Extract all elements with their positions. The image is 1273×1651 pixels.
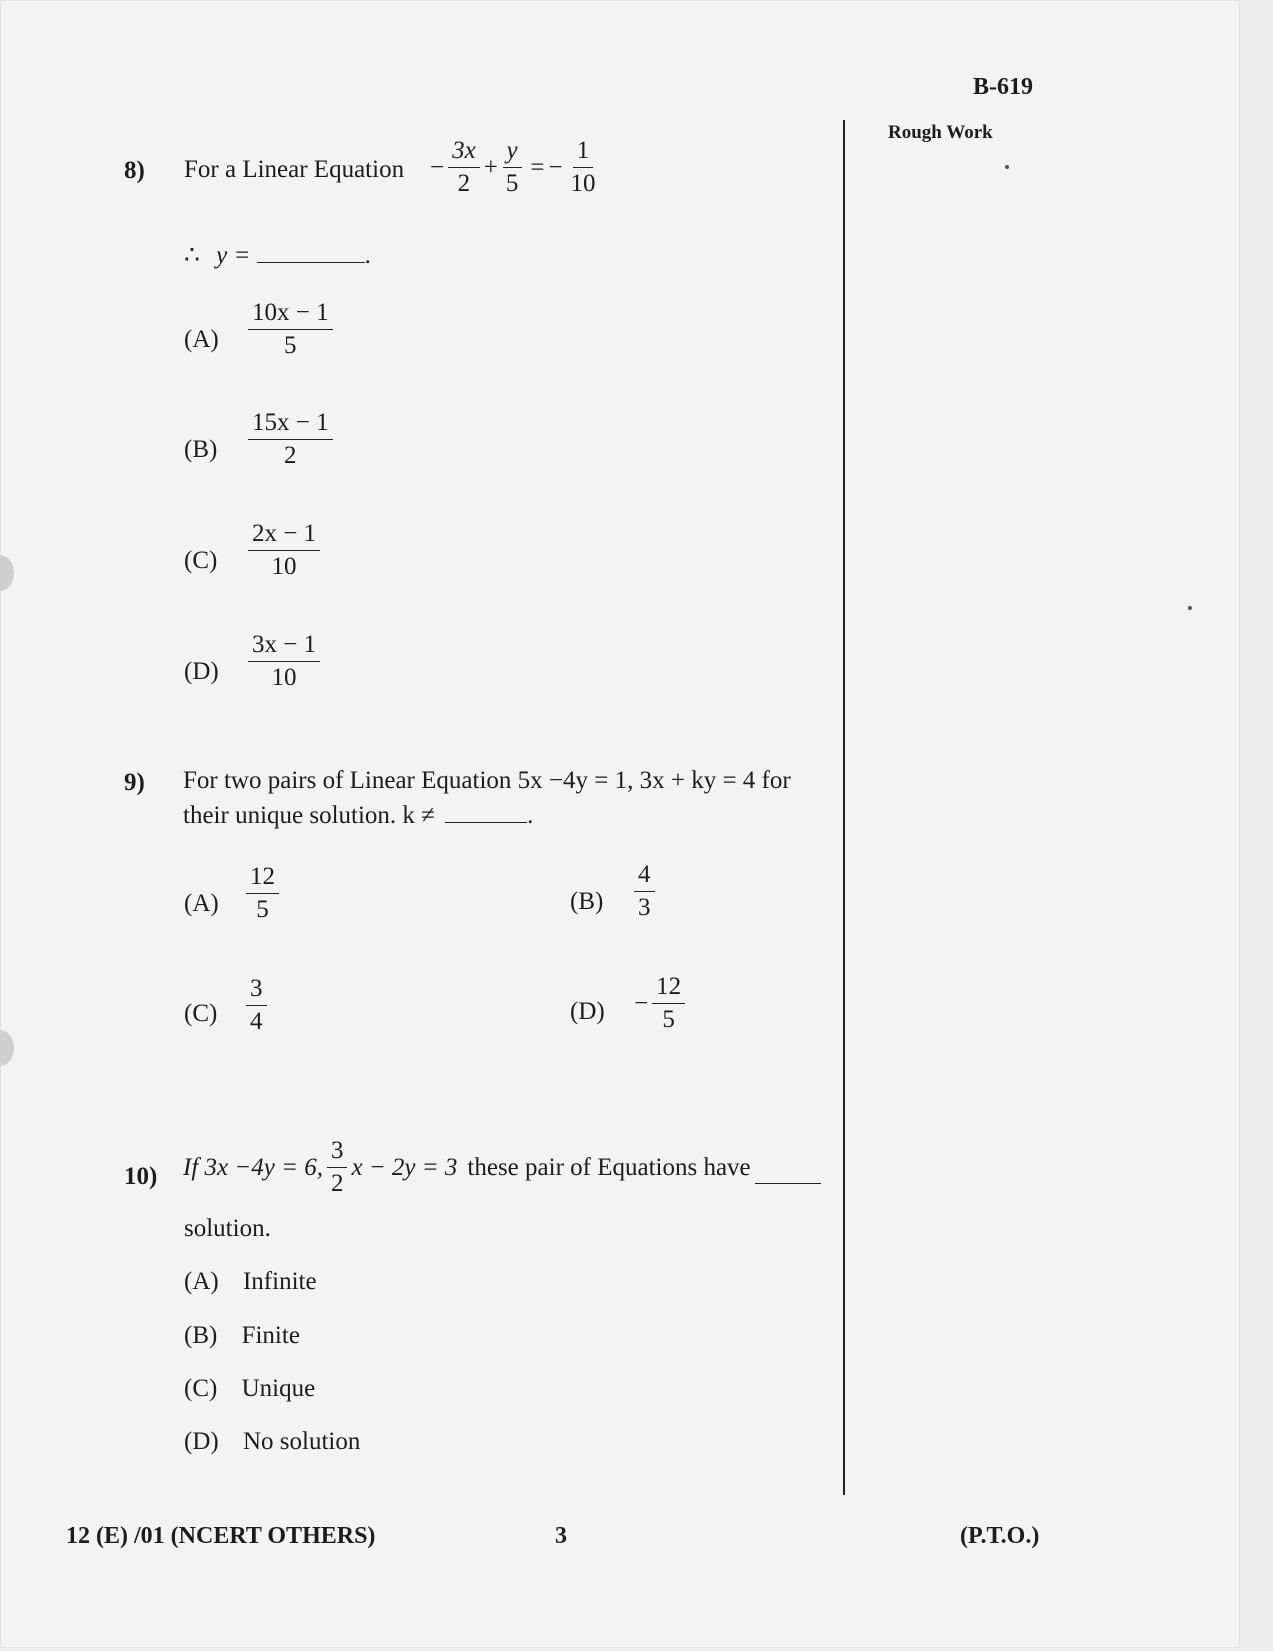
question-prompt: For a Linear Equation — [184, 156, 405, 183]
denominator: 10 — [570, 170, 596, 198]
denominator: 5 — [284, 332, 297, 360]
option-row — [184, 1268, 317, 1296]
option-label: (C) — [184, 547, 218, 574]
option-label: (D) — [184, 1428, 219, 1455]
denominator: 10 — [271, 664, 297, 692]
option-text: No solution — [242, 1428, 361, 1455]
ink-speck — [1005, 165, 1009, 169]
footer-course-code: 12 (E) /01 (NCERT OTHERS) — [66, 1523, 376, 1549]
question-number: 8) — [124, 157, 145, 184]
denominator: 3 — [638, 894, 651, 922]
option-label: (A) — [184, 1268, 219, 1295]
numerator: 10x − 1 — [248, 300, 333, 330]
question-text: their unique solution. k ≠ — [183, 802, 435, 829]
denominator: 2 — [457, 170, 471, 198]
sign: − — [634, 989, 649, 1017]
period: . — [364, 242, 371, 269]
option-label: (B) — [184, 436, 218, 463]
option-row — [184, 1322, 300, 1350]
option-text: Infinite — [242, 1268, 317, 1295]
numerator: 3 — [246, 976, 267, 1006]
option-fraction — [244, 521, 324, 581]
option-text: Unique — [241, 1375, 316, 1402]
question-text-line2: solution. — [184, 1215, 271, 1242]
question-text: these pair of Equations have — [467, 1153, 751, 1181]
option-label: (A) — [184, 326, 219, 353]
option-fraction — [244, 300, 337, 360]
option-label: (C) — [184, 1000, 218, 1027]
minus-sign: − — [548, 153, 563, 181]
ink-speck — [1188, 606, 1192, 610]
period: . — [527, 802, 534, 829]
option-row — [184, 1428, 360, 1456]
denominator: 2 — [284, 442, 297, 470]
equation-1: If 3x −4y = 6, — [183, 1153, 323, 1181]
denominator: 10 — [271, 553, 297, 581]
denominator: 5 — [505, 170, 519, 198]
y-label: y = — [216, 242, 251, 269]
equation-2: x − 2y = 3 — [351, 1153, 458, 1181]
answer-blank — [257, 240, 365, 263]
page-number: 3 — [555, 1523, 567, 1549]
numerator: 2x − 1 — [248, 521, 320, 551]
numerator: 3x − 1 — [248, 632, 320, 662]
denominator: 5 — [256, 896, 269, 924]
punch-hole — [0, 555, 14, 591]
option-fraction — [634, 974, 689, 1034]
denominator: 5 — [662, 1006, 675, 1034]
option-label: (A) — [184, 890, 219, 917]
option-fraction — [242, 976, 271, 1036]
fraction — [448, 138, 480, 198]
denominator: 2 — [330, 1170, 344, 1198]
question-number: 10) — [124, 1163, 158, 1190]
answer-line — [184, 240, 371, 270]
numerator: 3 — [327, 1138, 348, 1168]
option-text: Finite — [241, 1322, 300, 1349]
equals-sign: = — [530, 153, 545, 181]
plus-sign: + — [483, 153, 498, 181]
denominator: 4 — [250, 1008, 263, 1036]
option-fraction — [630, 862, 659, 922]
fraction — [502, 138, 523, 198]
question-text-line2 — [183, 800, 533, 830]
fraction — [567, 138, 600, 198]
option-label: (D) — [184, 658, 219, 685]
minus-sign: − — [430, 153, 445, 181]
option-label: (C) — [184, 1375, 218, 1402]
numerator: 3x — [448, 138, 480, 168]
question-equations — [183, 1138, 821, 1198]
answer-blank — [445, 800, 527, 823]
rough-work-divider — [843, 120, 845, 1495]
linear-equation — [430, 138, 604, 198]
option-fraction — [244, 632, 324, 692]
option-label: (B) — [184, 1322, 218, 1349]
answer-blank — [755, 1161, 821, 1184]
therefore-symbol: ∴ — [184, 242, 200, 269]
question-number: 9) — [124, 769, 145, 796]
punch-hole — [0, 1030, 14, 1066]
numerator: 4 — [634, 862, 655, 892]
numerator: 12 — [246, 864, 279, 894]
paper-code: B-619 — [973, 74, 1033, 100]
numerator: 1 — [573, 138, 594, 168]
option-label: (B) — [570, 888, 604, 915]
option-row — [184, 1375, 315, 1403]
numerator: 12 — [652, 974, 685, 1004]
question-text-line1: For two pairs of Linear Equation 5x −4y = 1, 3x + ky = 4 for — [183, 767, 791, 794]
option-label: (D) — [570, 998, 605, 1025]
please-turn-over: (P.T.O.) — [960, 1523, 1040, 1549]
rough-work-label: Rough Work — [888, 122, 993, 143]
numerator: y — [503, 138, 522, 168]
numerator: 15x − 1 — [248, 410, 333, 440]
option-fraction — [244, 410, 337, 470]
option-fraction — [242, 864, 283, 924]
